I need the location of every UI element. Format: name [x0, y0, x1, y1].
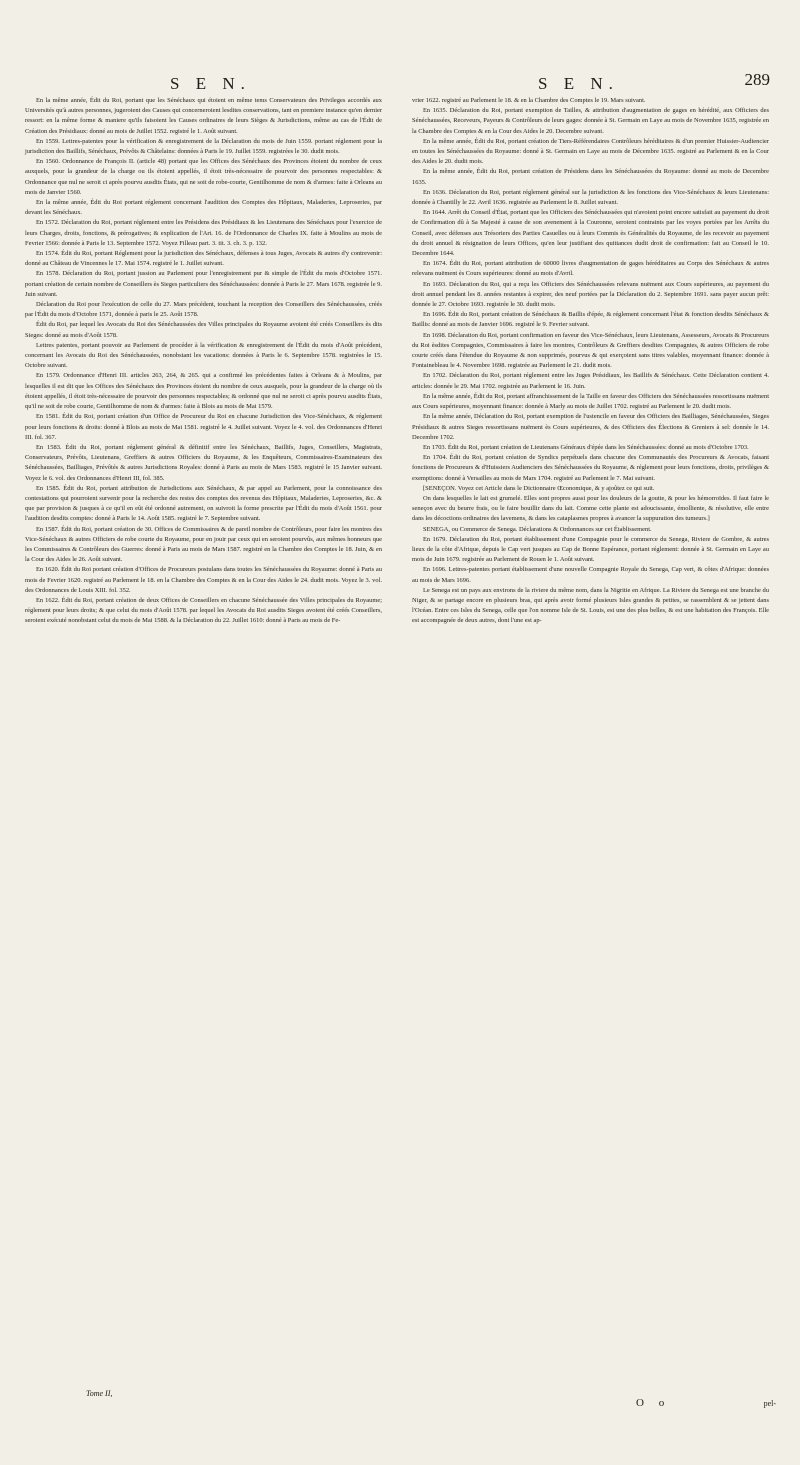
- paragraph: En la même année, Édit du Roi portant réglement concernant l'audition des Comptes des Hôpitaux, Maladeries, Leproseries, par devant les Sénéchaux.: [25, 199, 382, 217]
- paragraph: En 1581. Édit du Roi, portant création d'un Office de Procureur du Roi en chacune Jurisdiction des Vice-Sénéchaux, & réglement pour leurs fonctions & droits: donné à Blois au mois de Mai 1581. registré le 4. Juillet suivant. Voyez le 4. vol. des Ordonnances d'Henri III. fol. 367.: [25, 413, 382, 441]
- paragraph: En 1578. Déclaration du Roi, portant jussion au Parlement pour l'enregistrement pur & simple de l'Édit du mois d'Octobre 1571. portant création de certain nombre de Conseillers ès Sieges particuliers des Sénéchaussées: donnée à Paris le 27. Mars 1678. registrée le 9. Juin suivant.: [25, 270, 382, 298]
- signature-mark: O o: [636, 1397, 671, 1409]
- paragraph: En 1587. Édit du Roi, portant création de 30. Offices de Commissaires & de pareil nombre de Contrôleurs, pour faire les montres des Vice-Sénéchaux & autres Officiers de robe courte du Royaume, pour en jouir par ceux qui en seroient pourvûs, aux mêmes honneurs que les Commissaires & Contrôleurs des Guerres: donné à Paris au mois de Mars 1587. registré en la Chambre des Comptes le 18. Juin, & en la Cour des Aides le 26. Août suivant.: [25, 525, 382, 564]
- paragraph: En 1679. Déclaration du Roi, portant établissement d'une Compagnie pour le commerce du Senega, Riviere de Gombre, & autres lieux de la côte d'Afrique, depuis le Cap vert jusques au Cap de Bonne Espérance, portant réglement: donnée à St. Germain en Laye au mois de Juin 1679. registrée au Parlement de Rouen le 1. Août suivant.: [412, 535, 769, 564]
- paragraph: En 1636. Déclaration du Roi, portant réglement général sur la jurisdiction & les fonctions des Vice-Sénéchaux & leurs Lieutenans: donnée à Chantilly le 22. Avril 1636. registrée au Parlement le 8. Juillet suivant.: [412, 188, 769, 207]
- paragraph: En 1583. Édit du Roi, portant réglement général & définitif entre les Sénéchaux, Baillifs, Juges, Conseillers, Magistrats, Conservateurs, Prévôts, Lieutenans, Greffiers & autres Officiers du Royaume, & les Enquêteurs, Commissaires-Examinateurs des Sénéchaussées, Bailliages, Prévôtés & autres Jurisdictions Royales: donné à Paris au mois de Mars 1583. registré le 15 Janvier suivant. Voyez le 6. vol. des Ordonnances d'Henri III, fol. 385.: [25, 443, 382, 482]
- running-head-left: S E N.: [170, 74, 251, 93]
- paragraph: En 1698. Déclaration du Roi, portant confirmation en faveur des Vice-Sénéchaux, leurs Lieutenans, Assesseurs, Avocats & Procureurs du Roi èsdites Compagnies, Commissaires à faire les montres, Contrôleurs & Greffiers desdites Compagnies, & autres Officiers de robe courte créés dans l'étendue du Royaume & non supprimés, pourvus & qui exerçoient sans titres valables, moyennant finance: donnée à Fontainebleau le 4. Novembre 1698. registrée au Parlement le 21. dudit mois.: [412, 331, 769, 370]
- catchword: pel-: [763, 1399, 776, 1408]
- paragraph: En 1572. Déclaration du Roi, portant réglement entre les Présidens des Présidiaux & les Lieutenans des Sénéchaux pour l'exercice de leurs Charges, droits, fonctions, & prérogatives; & explication de l'Art. 16. de l'Ordonnance de Charles IX. faite à Moulins au mois de Fevrier 1566: donnée à Paris le 13. Septembre 1572. Voyez Filleau part. 3. tit. 3. ch. 3. p. 132.: [25, 219, 382, 247]
- paragraph: En la même année, Édit du Roi, portant création de Tiers-Référendaires Contrôleurs héréditaires & d'un premier Huissier-Audiencier en toutes les Sénéchaussées du Royaume: donné à St. Germain en Laye au mois de Décembre 1635. registré au Parlement & en la Cour des Aides le 20. dudit mois.: [412, 137, 769, 166]
- page-footer: [0, 1389, 800, 1455]
- paragraph: En 1704. Édit du Roi, portant création de Syndics perpétuels dans chacune des Communautés des Procureurs & Avocats, faisant fonctions de Procureurs & d'Huissiers Audienciers des Sénéchaussées du Royaume, & réglement pour leurs fonctions, droits, privilèges & exemptions: donné à Versailles au mois de Mars 1704. registré au Parlement le 7. Mai suivant.: [412, 454, 769, 482]
- paragraph: En 1703. Édit du Roi, portant création de Lieutenans Généraux d'épée dans les Sénéchaussées: donné au mois d'Octobre 1703.: [423, 443, 749, 451]
- paragraph: En 1622. Édit du Roi, portant création de deux Offices de Conseillers en chacune Sénéchaussée des Villes principales du Royaume; réglement pour leurs droits; & que celui du mois d'Août 1578. par lequel les Avocats du Roi ausdits Sieges avoient été créés Conseillers, seroient exécuté nonobstant celui du mois de Mai 1588. & la Déclaration du 22. Juillet 1610: donné à Paris au mois de Fe-: [25, 596, 382, 625]
- paragraph: En 1620. Édit du Roi portant création d'Offices de Procureurs postulans dans toutes les Sénéchaussées du Royaume: donné à Paris au mois de Fevrier 1620. registré au Parlement le 18. en la Chambre des Comptes & en la Cour des Aides le 24. dudit mois. Voyez le 3. vol. des Ordonnances de Louis XIII. fol. 352.: [25, 566, 382, 594]
- paragraph: Déclaration du Roi pour l'exécution de celle du 27. Mars précédent, touchant la reception des Conseillers des Sénéchaussées, créés par l'Édit du mois d'Octobre 1571, donnée à paris le 25. Août 1578.: [25, 301, 382, 319]
- running-head-right: S E N.: [538, 74, 619, 93]
- paragraph: En la même année, Déclaration du Roi, portant exemption de l'ustencile en faveur des Officiers des Bailliages, Sénéchaussées, Sieges Présidiaux & autres Sieges ressortissans nuëment ès Cours supérieures, & des Officiers des Élections & Greniers à sel: donnée le 14. Decembre 1702.: [412, 413, 769, 441]
- paragraph: En la même année, Édit du Roi, portant affranchissement de la Taille en faveur des Officiers des Sénéchaussées ressortissans nuëment aux Cours supérieures, moyennant finance: donnée à Marly au mois de Juillet 1702. registré au Parlement le 20. dudit mois.: [412, 392, 769, 411]
- paragraph: On dans lesquelles le lait est grumelé. Elles sont propres aussi pour les douleurs de la goutte, & pour les hémorroïdes. Il faut faire le seneçon avec du beurre frais, ou le faire bouillir dans du lait. Comme cette plante est adoucissante, émolliente, & résolutive, elle entre dans les décoctions ordinaires des lavemens, & dans les cataplasmes propres à avancer la suppuration des tumeurs.]: [412, 494, 769, 523]
- paragraph: En 1644. Arrêt du Conseil d'État, portant que les Officiers des Sénéchaussées qui n'avoient point encore satisfait au payement du droit de Confirmation dû à Sa Majesté à cause de son avenement à la Couronne, seroient contraints par les voyes portées par les Arrêts du Conseil, avec défenses aux Trésoriers des Parties Casuelles ou à leurs Commis ès Généralités du Royaume, de les recevoir au payement du droit annuel & résignation de leurs Offices, qu'en leur justifiant des quittances dudit droit de confirmation: fait au Conseil le 10. Decembre 1644.: [412, 209, 769, 258]
- paragraph: En la même année, Édit du Roi, portant création de Présidens dans les Sénéchaussées du Royaume: donné au mois de Decembre 1635.: [412, 168, 769, 186]
- paragraph: [SENEÇON. Voyez cet Article dans le Dictionnaire Œconomique, & y ajoûtez ce qui suit.: [423, 484, 655, 492]
- paragraph: En 1635. Déclaration du Roi, portant exemption de Tailles, & attribution d'augmentation de gages en hérédité, aux Officiers des Sénéchaussées, Receveurs, Payeurs & Contrôleurs de leurs gages: donnée à St. Germain en Laye au mois de Novembre 1635, registrée en la Chambre des Comptes & en la Cour des Aides le 20. Decembre suivant.: [412, 107, 769, 135]
- paragraph: En 1693. Déclaration du Roi, qui a reçu les Officiers des Sénéchaussées relevans nuëment aux Cours supérieures, au payement du droit annuel pendant les 8. années restantes à expirer, des neuf portées par la Déclaration du 2. Septembre 1691. sans payer aucun prêt: donnée le 27. Octobre 1693. registrée le 30. dudit mois.: [412, 280, 769, 309]
- paragraph: En 1574. Édit du Roi, portant Réglement pour la jurisdiction des Sénéchaux, défenses à tous Juges, Avocats & autres d'y contrevenir: donné au Château de Vincennes le 17. Mai 1574. registré le 1. Juillet suivant.: [25, 250, 382, 268]
- paragraph: En 1674. Édit du Roi, portant attribution de 60000 livres d'augmentation de gages héréditaires au Corps des Sénéchaux & autres relevans nuëment ès Cours supérieures: donné au mois d'Avril.: [412, 260, 769, 278]
- paragraph: En 1696. Édit du Roi, portant création de Sénéchaux & Baillis d'épée, & réglement concernant l'état & fonction desdits Sénéchaux & Baillis: donné au mois de Janvier 1696. registré le 9. Fevrier suivant.: [412, 311, 769, 329]
- paragraph: Édit du Roi, par lequel les Avocats du Roi des Sénéchaussées des Villes principales du Royaume avoient été créés Conseillers ès dits Sieges: donné au mois d'Août 1578.: [25, 321, 382, 339]
- paragraph: Lettres patentes, portant pouvoir au Parlement de procéder à la vérification & enregistrement de l'Édit du mois d'Août précédent, concernant les Avocats du Roi des Sénéchaussées, nonobstant les vacations: données à Paris le 6. Septembre 1578. registrées le 15. Octobre suivant.: [25, 341, 382, 370]
- paragraph: En 1559. Lettres-patentes pour la vérification & enregistrement de la Déclaration du mois de Juin 1559. portant réglement pour la jurisdiction des Baillifs, Sénéchaux, Prévôts & Châtelains: données à Paris le 19. Juillet 1559. registrées le 30. dudit mois.: [25, 137, 382, 156]
- paragraph: En 1560. Ordonnance de François II. (article 48) portant que les Offices des Sénéchaux des Provinces étoient du nombre de ceux auxquels, pour la grandeur de la charge ou ils étoient appellés, il étoit très-nécessaire de pourvoir des personnes respectables: & Ordonnance que nul ne seroit ci après pourvu ausdits États, qui ne soit de robe-courte, Gentilhomme de nom & d'armes: faite à Orleans au mois de Janvier 1560.: [25, 158, 382, 196]
- paragraph: En 1579. Ordonnance d'Henri III. articles 263, 264, & 265. qui a confirmé les précédentes faites à Orleans & à Moulins, par lesquelles il est dit que les Offices des Sénéchaux des Provinces étoient du nombre de ceux ausquels, pour la grandeur de la charge où ils étoient appellés, il étoit très-nécessaire de pourvoir des personnes respectables; & ordonné que nul ne seroit ci après pourvu ausdits États, qu'il ne soit de robe courte, Gentilhomme de nom & d'armes: faite à Blois au mois de Mai 1579.: [25, 372, 382, 411]
- paragraph: En la même année, Édit du Roi, portant que les Sénéchaux qui étoient en même tems Conservateurs des Privileges accordés aux Universités qu'à autres personnes, jugeroient des Causes qui concerneroient lesdites conservations, tant en premiere instance qu'en dernier ressort: en la même forme & maniere qu'ils faisoient les Causes ordinaires de leurs Sièges & Jurisdictions, même au cas de l'Édit de Création des Présidiaux: donné au mois de Juillet 1552. registré le 1. Août suivant.: [25, 97, 382, 135]
- right-text-column: [412, 96, 769, 627]
- paragraph: En 1696. Lettres-patentes portant établissement d'une nouvelle Compagnie Royale du Senega, Cap vert, & côtes d'Afrique: données au mois de Mars 1696.: [412, 566, 769, 584]
- page-number: 289: [744, 70, 770, 89]
- paragraph: Le Senega est un pays aux environs de la riviere du même nom, dans la Nigritie en Afrique. La Riviere du Senega est une branche du Niger, & se partage encore en plusieurs bras, qui après avoir formé plusieurs Isles grandes & petites, se rassemblent & se jettent dans l'Océan. Entre ces Isles du Senega, celle que l'on nomme Isle de St. Louis, est une des plus belles, & est une habitation des François. Elle est accompagnée de deux autres, dont l'une est ap-: [412, 586, 769, 625]
- paragraph: En 1702. Déclaration du Roi, portant réglement entre les Juges Présidiaux, les Baillifs & Sénéchaux. Cette Déclaration contient 4. articles: donnée le 29. Mai 1702. registrée au Parlement le 16. Juin.: [412, 372, 769, 390]
- volume-mark: Tome II,: [86, 1389, 113, 1398]
- paragraph: SENEGA, ou Commerce de Senega. Déclarations & Ordonnances sur cet Établissement.: [423, 525, 652, 533]
- paragraph: vrier 1622. registré au Parlement le 18. & en la Chambre des Comptes le 19. Mars suivant.: [412, 97, 646, 104]
- paragraph: En 1585. Édit du Roi, portant attribution de Jurisdictions aux Sénéchaux, & par appel au Parlement, pour la connoissance des contestations qui pourroient survenir pour la recherche des restes des comptes des revenus des Hôpitaux, Maladeries, Leproseries, &c. & que par provision & jusques à ce qu'il en eût été ordonné autrement, on suivroit la forme prescrite par l'Édit du mois d'Août 1561. pour l'audition desdits comptes: donné à Paris le 14. Août 1585. registré le 7. Septembre suivant.: [25, 484, 382, 523]
- left-text-column: [25, 96, 382, 627]
